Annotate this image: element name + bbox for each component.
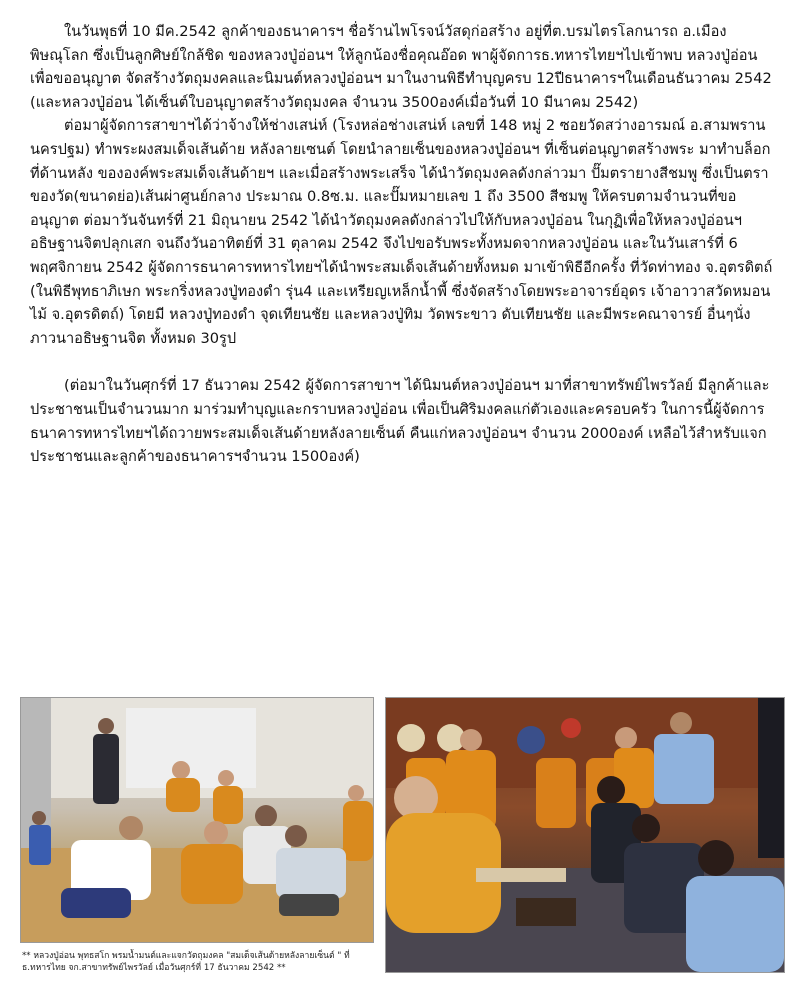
photo-ceremony-left	[20, 697, 374, 943]
photo-ceremony-right	[385, 697, 785, 973]
photo-caption: ** หลวงปู่อ่อน พุทธสโก พรมน้ำมนต์และแจกวัตถุมงคล "สมเด็จเส้นด้ายหลังลายเซ็นต์ " ที่ ธ.ทหารไทย จก.สาขาทรัพย์ไพรวัลย์ เมื่อวันศุกร์ที่ 17 ธันวาคม 2542 **	[22, 951, 350, 973]
paragraph-2: ต่อมาผู้จัดการสาขาฯได้ว่าจ้างให้ช่างเสน่ห์ (โรงหล่อช่างเสน่ห์ เลขที่ 148 หมู่ 2 ซอยวัดสว่างอารมณ์ อ.สามพราน นครปฐม) ทำพระผงสมเด็จเส้นด้าย หลังลายเซนต์ โดยนำลายเซ็นของหลวงปู่อ่อนฯ ที่เซ็นต่อนุญาตสร้างพระ มาทำบล็อกที่ด้านหลัง ขององค์พระสมเด็จเส้นด้ายฯ และเมื่อสร้างพระเสร็จ ได้นำวัตถุมงคลดังกล่าวมา ปั๊มตรายางสีชมพู ซึ่งเป็นตราของวัด(ขนาดย่อ)เส้นผ่าศูนย์กลาง ประมาณ 0.8ซ.ม. และปั๊มหมายเลข 1 ถึง 3500 สีชมพู ให้ครบตามจำนวนที่ขออนุญาต ต่อมาวันจันทร์ที่ 21 มิถุนายน 2542 ได้นำวัตถุมงคลดังกล่าวไปให้กับหลวงปู่อ่อน ในกุฏิเพื่อให้หลวงปู่อ่อนฯอธิษฐานจิตปลุกเสก จนถึงวันอาทิตย์ที่ 31 ตุลาคม 2542 จึงไปขอรับพระทั้งหมดจากหลวงปู่อ่อน และในวันเสาร์ที่ 6 พฤศจิกายน 2542 ผู้จัดการธนาคารทหารไทยฯได้นำพระสมเด็จเส้นด้ายทั้งหมด มาเข้าพิธีอีกครั้ง ที่วัดท่าทอง จ.อุตรดิตถ์ (ในพิธีพุทธาภิเษก พระกริ่งหลวงปู่ทองดำ รุ่น4 และเหรียญเหล็กน้ำพี้ ซึ่งจัดสร้างโดยพระอาจารย์อุดร เจ้าอาวาสวัดหมอนไม้ จ.อุตรดิตถ์) โดยมี หลวงปู่ทองดำ จุดเทียนชัย และหลวงปู่ทิม วัดพระขาว ดับเทียนชัย และมีพระคณาจารย์ อื่นๆนั่งภาวนาอธิษฐานจิต ทั้งหมด 30รูป	[30, 117, 773, 347]
paragraph-1: ในวันพุธที่ 10 มีค.2542 ลูกค้าของธนาคารฯ ชื่อร้านไพโรจน์วัสดุก่อสร้าง อยู่ที่ต.บรมไตรโลกนารถ อ.เมืองพิษณุโลก ซึ่งเป็นลูกศิษย์ใกล้ชิด ของหลวงปู่อ่อนฯ ให้ลูกน้องชื่อคุณอ๊อด พาผู้จัดการธ.ทหารไทยฯไปเข้าพบ หลวงปู่อ่อน เพื่อขออนุญาต จัดสร้างวัตถุมงคลและนิมนต์หลวงปู่อ่อนฯ มาในงานพิธีทำบุญครบ 12ปีธนาคารฯในเดือนธันวาคม 2542 (และหลวงปู่อ่อน ได้เซ็นต์ใบอนุญาตสร้างวัตถุมงคล จำนวน 3500องค์เมื่อวันที่ 10 มีนาคม 2542)	[30, 23, 772, 111]
paragraph-3: (ต่อมาในวันศุกร์ที่ 17 ธันวาคม 2542 ผู้จัดการสาขาฯ ได้นิมนต์หลวงปู่อ่อนฯ มาที่สาขาทรัพย์ไพรวัลย์ มีลูกค้าและประชาชนเป็นจำนวนมาก มาร่วมทำบุญและกราบหลวงปู่อ่อน เพื่อเป็นศิริมงคลแก่ตัวเองและครอบครัว ในการนี้ผู้จัดการธนาคารทหารไทยฯได้ถวายพระสมเด็จเส้นด้ายหลังลายเซ็นต์ คืนแก่หลวงปู่อ่อนฯ จำนวน 2000องค์ เหลือไว้สำหรับแจกประชาชนและลูกค้าของธนาคารฯจำนวน 1500องค์)	[30, 377, 770, 466]
photo-right-illustration	[386, 698, 784, 972]
photo-left-illustration	[21, 698, 373, 942]
article-body	[30, 20, 775, 469]
